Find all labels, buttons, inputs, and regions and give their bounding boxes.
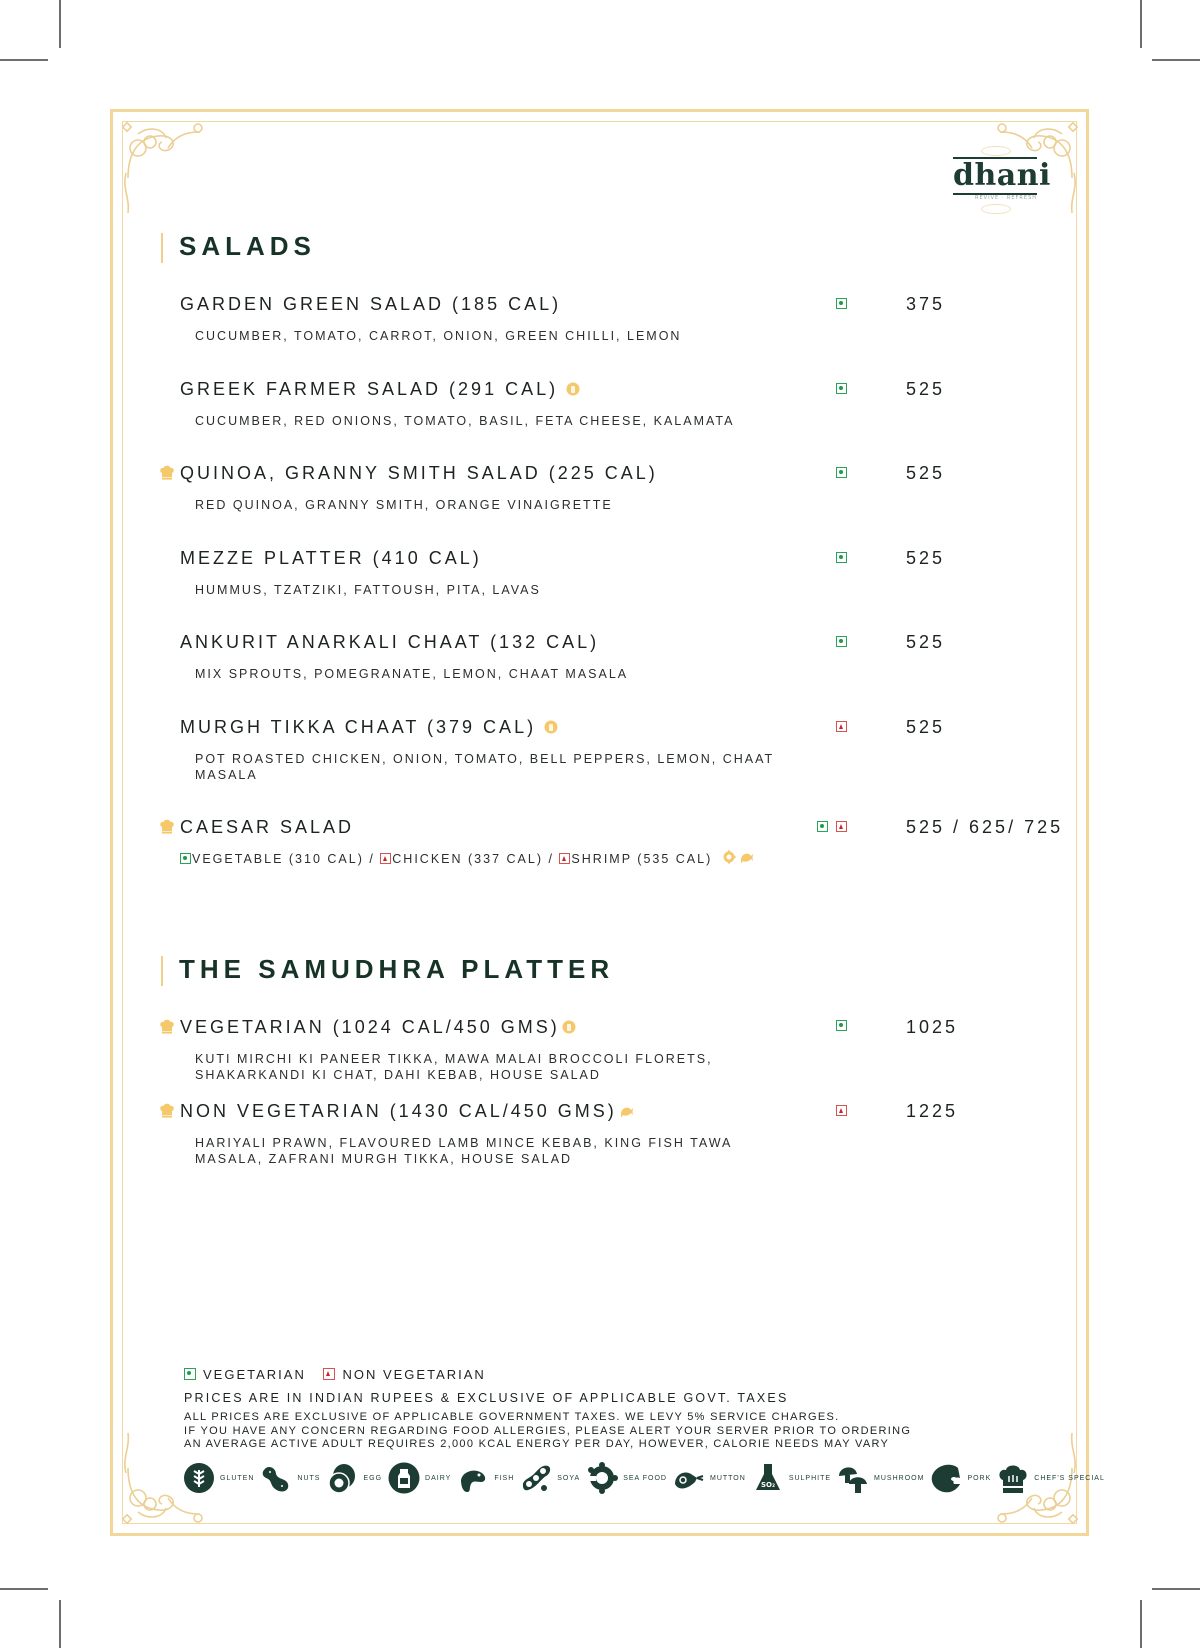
veg-icon bbox=[184, 1368, 196, 1380]
veg-icon bbox=[836, 636, 847, 647]
item-description: RED QUINOA, GRANNY SMITH, ORANGE VINAIGRETTE bbox=[195, 498, 613, 512]
item-price: 525 / 625/ 725 bbox=[906, 817, 1064, 837]
menu-item bbox=[180, 1101, 820, 1167]
item-name: GARDEN GREEN SALAD (185 CAL) bbox=[180, 294, 562, 314]
allergen-label: GLUTEN bbox=[220, 1474, 255, 1482]
allergen-key bbox=[183, 1462, 1111, 1494]
disclaimer-line: AN AVERAGE ACTIVE ADULT REQUIRES 2,000 KCAL ENERGY PER DAY, HOWEVER, CALORIE NEEDS MAY VARY bbox=[184, 1438, 890, 1450]
item-name-text: VEGETARIAN (1024 CAL/450 GMS) bbox=[180, 1017, 560, 1037]
menu-item bbox=[180, 817, 820, 866]
egg-icon bbox=[326, 1462, 358, 1494]
veg-icon bbox=[836, 298, 847, 309]
chef-special-icon bbox=[159, 464, 175, 480]
disclaimer bbox=[184, 1411, 911, 1452]
item-price: 525 bbox=[906, 632, 946, 652]
item-name bbox=[180, 1017, 820, 1038]
svg-text:SO₂: SO₂ bbox=[760, 1481, 775, 1489]
mushroom-icon bbox=[837, 1462, 869, 1494]
allergen-label: SULPHITE bbox=[788, 1474, 832, 1482]
allergen-key-item bbox=[260, 1462, 320, 1494]
mutton-icon bbox=[673, 1462, 705, 1494]
menu-item bbox=[180, 1017, 820, 1083]
veg-icon bbox=[836, 467, 847, 478]
brand-logo bbox=[945, 142, 1051, 212]
item-name: CAESAR SALAD bbox=[180, 817, 355, 837]
veg-icon bbox=[836, 383, 847, 394]
nuts-icon bbox=[260, 1462, 292, 1494]
sulphite-icon bbox=[752, 1462, 784, 1494]
allergen-label: EGG bbox=[363, 1474, 383, 1482]
allergen-key-item bbox=[457, 1462, 514, 1494]
allergen-key-item bbox=[183, 1462, 254, 1494]
dairy-allergen-icon bbox=[562, 1020, 576, 1034]
gluten-icon bbox=[183, 1462, 215, 1494]
veg-icon bbox=[180, 853, 191, 864]
item-name-text: GREEK FARMER SALAD (291 CAL) bbox=[180, 379, 559, 399]
item-description: CUCUMBER, RED ONIONS, TOMATO, BASIL, FETA CHEESE, KALAMATA bbox=[195, 414, 735, 428]
menu-item bbox=[180, 463, 820, 513]
chef-special-icon bbox=[159, 1018, 175, 1034]
logo-ornament-icon bbox=[981, 204, 1011, 214]
crop-mark bbox=[0, 59, 48, 61]
section-title-samudhra-platter: THE SAMUDHRA PLATTER bbox=[161, 954, 614, 985]
item-description: POT ROASTED CHICKEN, ONION, TOMATO, BELL PEPPERS, LEMON, CHAAT MASALA bbox=[195, 752, 774, 782]
veg-icon bbox=[836, 1020, 847, 1031]
item-name bbox=[180, 1101, 820, 1122]
crop-mark bbox=[59, 0, 61, 48]
allergen-label: PORK bbox=[967, 1474, 992, 1482]
soya-icon bbox=[520, 1462, 552, 1494]
allergen-label: SOYA bbox=[557, 1474, 581, 1482]
item-price: 1025 bbox=[906, 1017, 959, 1037]
logo-ornament-icon bbox=[981, 146, 1011, 156]
variant-label: SHRIMP (535 CAL) bbox=[571, 852, 713, 866]
item-price: 525 bbox=[906, 548, 946, 568]
allergen-key-item bbox=[997, 1462, 1105, 1494]
nonveg-icon bbox=[559, 853, 570, 864]
menu-item bbox=[180, 379, 820, 429]
legend-veg-label: VEGETARIAN bbox=[203, 1367, 306, 1382]
ornament-corner-icon bbox=[118, 118, 218, 218]
fish-allergen-icon bbox=[739, 850, 753, 864]
allergen-key-item bbox=[752, 1462, 831, 1494]
fish-icon bbox=[457, 1462, 489, 1494]
allergen-key-item bbox=[837, 1462, 924, 1494]
item-name-text: MURGH TIKKA CHAAT (379 CAL) bbox=[180, 717, 537, 737]
item-description: MIX SPROUTS, POMEGRANATE, LEMON, CHAAT MASALA bbox=[195, 667, 629, 681]
nonveg-icon bbox=[836, 821, 847, 832]
veg-icon bbox=[836, 552, 847, 563]
allergen-label: NUTS bbox=[297, 1474, 321, 1482]
item-description: HUMMUS, TZATZIKI, FATTOUSH, PITA, LAVAS bbox=[195, 583, 541, 597]
crop-mark bbox=[1140, 0, 1142, 48]
allergen-label: CHEF'S SPECIAL bbox=[1034, 1474, 1105, 1482]
menu-item bbox=[180, 717, 820, 783]
logo-subtext: REVIVE · REFRESH bbox=[975, 195, 1037, 201]
menu-item bbox=[180, 294, 820, 344]
disclaimer-line: IF YOU HAVE ANY CONCERN REGARDING FOOD ALLERGIES, PLEASE ALERT YOUR SERVER PRIOR TO ORDERING bbox=[184, 1424, 912, 1437]
sea-food-icon bbox=[586, 1462, 618, 1494]
nonveg-icon bbox=[380, 853, 391, 864]
nonveg-icon bbox=[836, 721, 847, 732]
dairy-allergen-icon bbox=[566, 382, 580, 396]
item-description: CUCUMBER, TOMATO, CARROT, ONION, GREEN CHILLI, LEMON bbox=[195, 329, 682, 343]
variant-label: VEGETABLE (310 CAL) / bbox=[192, 852, 375, 866]
crop-mark bbox=[1152, 1588, 1200, 1590]
section-title-salads: SALADS bbox=[161, 231, 316, 262]
item-description: HARIYALI PRAWN, FLAVOURED LAMB MINCE KEBAB, KING FISH TAWA MASALA, ZAFRANI MURGH TIKKA, HOUSE SALAD bbox=[195, 1136, 732, 1166]
chef-special-icon bbox=[159, 818, 175, 834]
pork-icon bbox=[930, 1462, 962, 1494]
menu-item bbox=[180, 632, 820, 682]
chefs-special-icon bbox=[997, 1462, 1029, 1494]
item-price: 525 bbox=[906, 717, 946, 737]
item-name: MEZZE PLATTER (410 CAL) bbox=[180, 548, 482, 568]
allergen-key-item bbox=[673, 1462, 746, 1494]
item-description: KUTI MIRCHI KI PANEER TIKKA, MAWA MALAI BROCCOLI FLORETS, SHAKARKANDI KI CHAT, DAHI KEBAB, HOUSE SALAD bbox=[195, 1052, 713, 1082]
item-name-text: NON VEGETARIAN (1430 CAL/450 GMS) bbox=[180, 1101, 617, 1121]
disclaimer-line: ALL PRICES ARE EXCLUSIVE OF APPLICABLE GOVERNMENT TAXES. WE LEVY 5% SERVICE CHARGES. bbox=[184, 1411, 840, 1423]
item-name: QUINOA, GRANNY SMITH SALAD (225 CAL) bbox=[180, 463, 658, 483]
diet-legend bbox=[184, 1367, 486, 1382]
allergen-key-item bbox=[326, 1462, 382, 1494]
crop-mark bbox=[59, 1600, 61, 1648]
allergen-label: MUSHROOM bbox=[874, 1474, 925, 1482]
menu-item bbox=[180, 548, 820, 598]
allergen-key-item bbox=[930, 1462, 991, 1494]
allergen-label: SEA FOOD bbox=[623, 1474, 667, 1482]
prices-note: PRICES ARE IN INDIAN RUPEES & EXCLUSIVE OF APPLICABLE GOVT. TAXES bbox=[184, 1391, 789, 1405]
allergen-key-item bbox=[586, 1462, 667, 1494]
crop-mark bbox=[1152, 59, 1200, 61]
item-name: ANKURIT ANARKALI CHAAT (132 CAL) bbox=[180, 632, 600, 652]
variant-label: CHICKEN (337 CAL) / bbox=[392, 852, 554, 866]
allergen-key-item bbox=[520, 1462, 580, 1494]
item-name bbox=[180, 379, 820, 400]
item-name bbox=[180, 717, 820, 738]
allergen-label: FISH bbox=[494, 1474, 515, 1482]
allergen-label: DAIRY bbox=[425, 1474, 452, 1482]
chef-special-icon bbox=[159, 1102, 175, 1118]
item-price: 525 bbox=[906, 463, 946, 483]
logo-wordmark: dhani bbox=[953, 158, 1051, 193]
allergen-label: MUTTON bbox=[710, 1474, 746, 1482]
veg-icon bbox=[817, 821, 828, 832]
item-price: 525 bbox=[906, 379, 946, 399]
item-price: 1225 bbox=[906, 1101, 959, 1121]
nonveg-icon bbox=[836, 1105, 847, 1116]
fish-allergen-icon bbox=[619, 1104, 633, 1118]
legend-nonveg-label: NON VEGETARIAN bbox=[342, 1367, 486, 1382]
item-price: 375 bbox=[906, 294, 946, 314]
crop-mark bbox=[1140, 1600, 1142, 1648]
item-variants bbox=[180, 850, 820, 866]
nonveg-icon bbox=[323, 1368, 335, 1380]
dairy-icon bbox=[388, 1462, 420, 1494]
dairy-allergen-icon bbox=[544, 720, 558, 734]
allergen-key-item bbox=[388, 1462, 451, 1494]
sea-food-allergen-icon bbox=[722, 850, 736, 864]
crop-mark bbox=[0, 1588, 48, 1590]
